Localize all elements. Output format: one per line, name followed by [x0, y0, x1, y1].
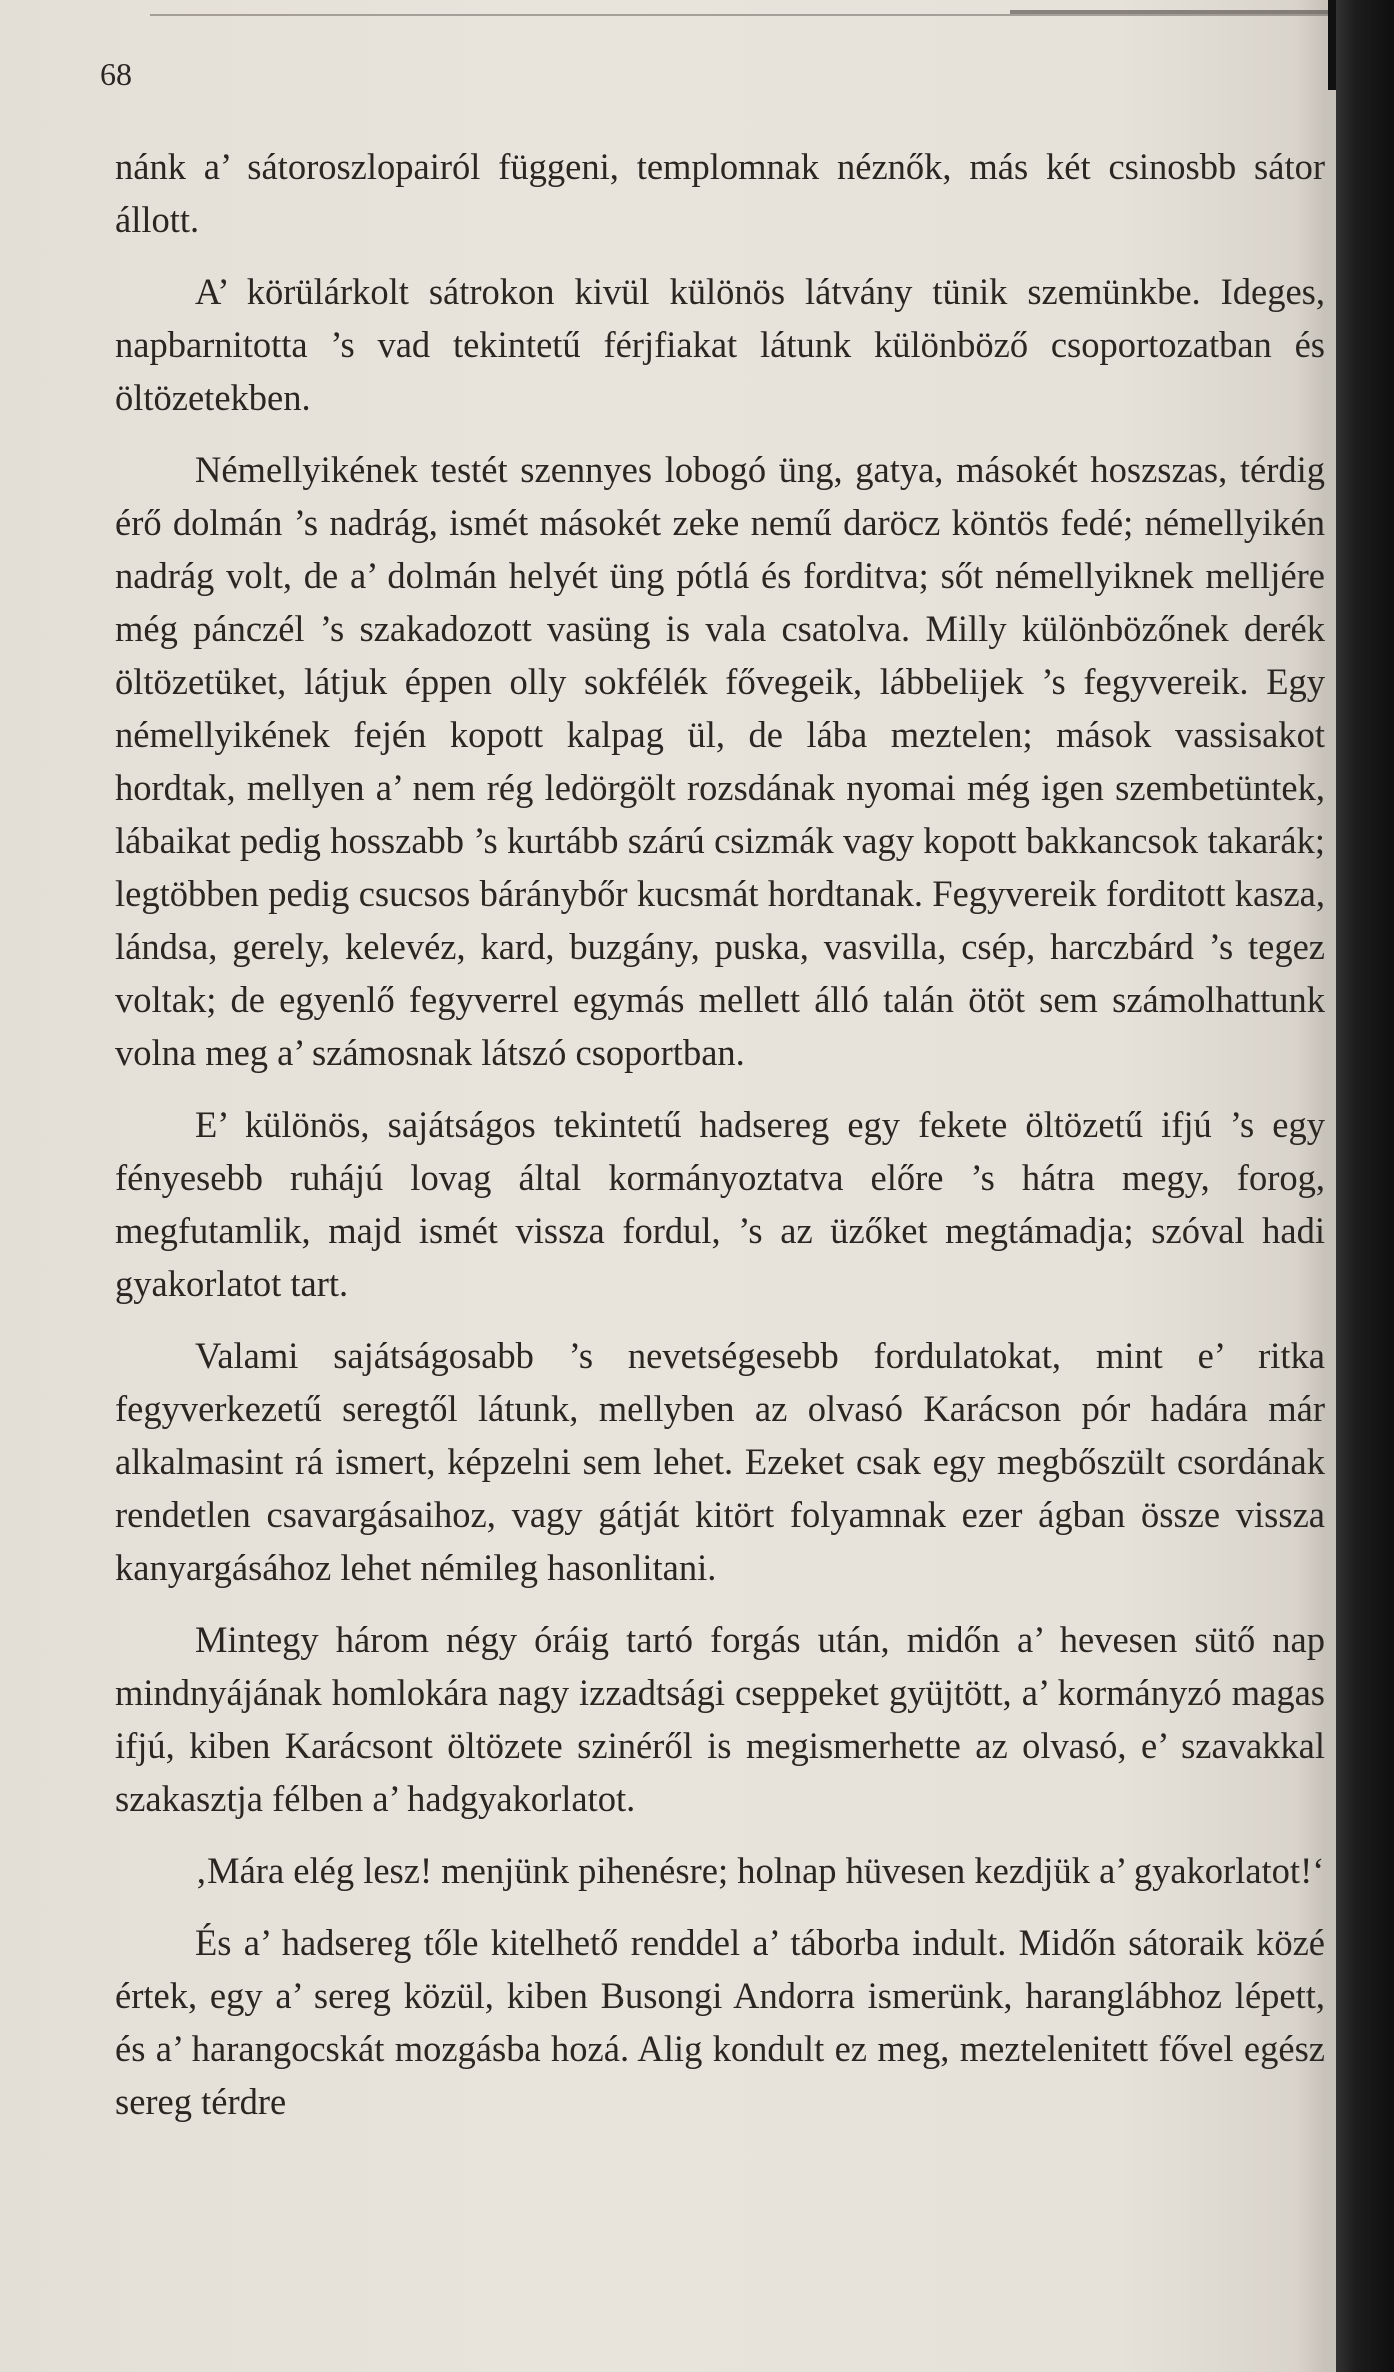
paragraph-3: Némellyikének testét szennyes lobogó üng, gatya, másokét hoszszas, térdig érő dolmán ’s nadrág, ismét másokét zeke nemű daröcz köntös fedé; némellyikén nadrág volt, de a’ dolmán helyét üng pótlá és forditva; sőt némellyiknek melljére még pánczél ’s szakadozott vasüng is vala csatolva. Milly különbözőnek derék öltözetüket, látjuk éppen olly sokfélék fővegeik, lábbelijek ’s fegyvereik. Egy némellyikének fején kopott kalpag ül, de lába meztelen; mások vassisakot hordtak, mellyen a’ nem rég ledörgölt rozsdának nyomai még igen szembetüntek, lábaikat pedig hosszabb ’s kurtább szárú csizmák vagy kopott bakkancsok takarák; legtöbben pedig csucsos báránybőr kucsmát hordtanak. Fegyvereik forditott kasza, lándsa, gerely, kelevéz, kard, buzgány, puska, vasvilla, csép, harczbárd ’s tegez voltak; de egyenlő fegyverrel egymás mellett álló talán ötöt sem számolhattunk volna meg a’ számosnak látszó csoportban.: [115, 449, 1325, 1073]
binding-shadow: [1336, 0, 1394, 2372]
paragraph-8: És a’ hadsereg tőle kitelhető renddel a’ táborba indult. Midőn sátoraik közé értek, egy a’ sereg közül, kiben Busongi Andorra ismerünk, haranglábhoz lépett, és a’ harangocskát mozgásba hozá. Alig kondult ez meg, meztelenitett fővel egész sereg térdre: [115, 1922, 1325, 2122]
paragraph-6: Mintegy három négy óráig tartó forgás után, midőn a’ hevesen sütő nap mindnyájának homlokára nagy izzadtsági cseppeket gyüjtött, a’ kormányzó magas ifjú, kiben Karácsont öltözete szinéről is megismerhette az olvasó, e’ szavakkal szakasztja félben a’ hadgyakorlatot.: [115, 1619, 1325, 1819]
paragraph-7: ‚Mára elég lesz! menjünk pihenésre; holnap hüvesen kezdjük a’ gyakorlatot!‘: [195, 1850, 1325, 1891]
top-rule: [150, 14, 1330, 16]
paragraph-2: A’ körülárkolt sátrokon kivül különös látvány tünik szemünkbe. Ideges, napbarnitotta ’s vad tekintetű férjfiakat látunk különböző csoportozatban és öltözetekben.: [115, 271, 1325, 418]
top-rule-shadow: [1010, 10, 1340, 14]
body-text: [115, 140, 1325, 2147]
page-number: 68: [100, 56, 132, 92]
paragraph-1: nánk a’ sátoroszlopairól függeni, templomnak néznők, más két csinosbb sátor állott.: [115, 146, 1325, 240]
paragraph-5: Valami sajátságosabb ’s nevetségesebb fordulatokat, mint e’ ritka fegyverkezetű seregtől látunk, mellyben az olvasó Karácson pór hadára már alkalmasint rá ismert, képzelni sem lehet. Ezeket csak egy megbőszült csordának rendetlen csavargásaihoz, vagy gátját kitört folyamnak ezer ágban össze vissza kanyargásához lehet némileg hasonlitani.: [115, 1335, 1325, 1588]
paragraph-4: E’ különös, sajátságos tekintetű hadsereg egy fekete öltözetű ifjú ’s egy fényesebb ruhájú lovag által kormányoztatva előre ’s hátra megy, forog, megfutamlik, majd ismét vissza fordul, ’s az üzőket megtámadja; szóval hadi gyakorlatot tart.: [115, 1104, 1325, 1304]
